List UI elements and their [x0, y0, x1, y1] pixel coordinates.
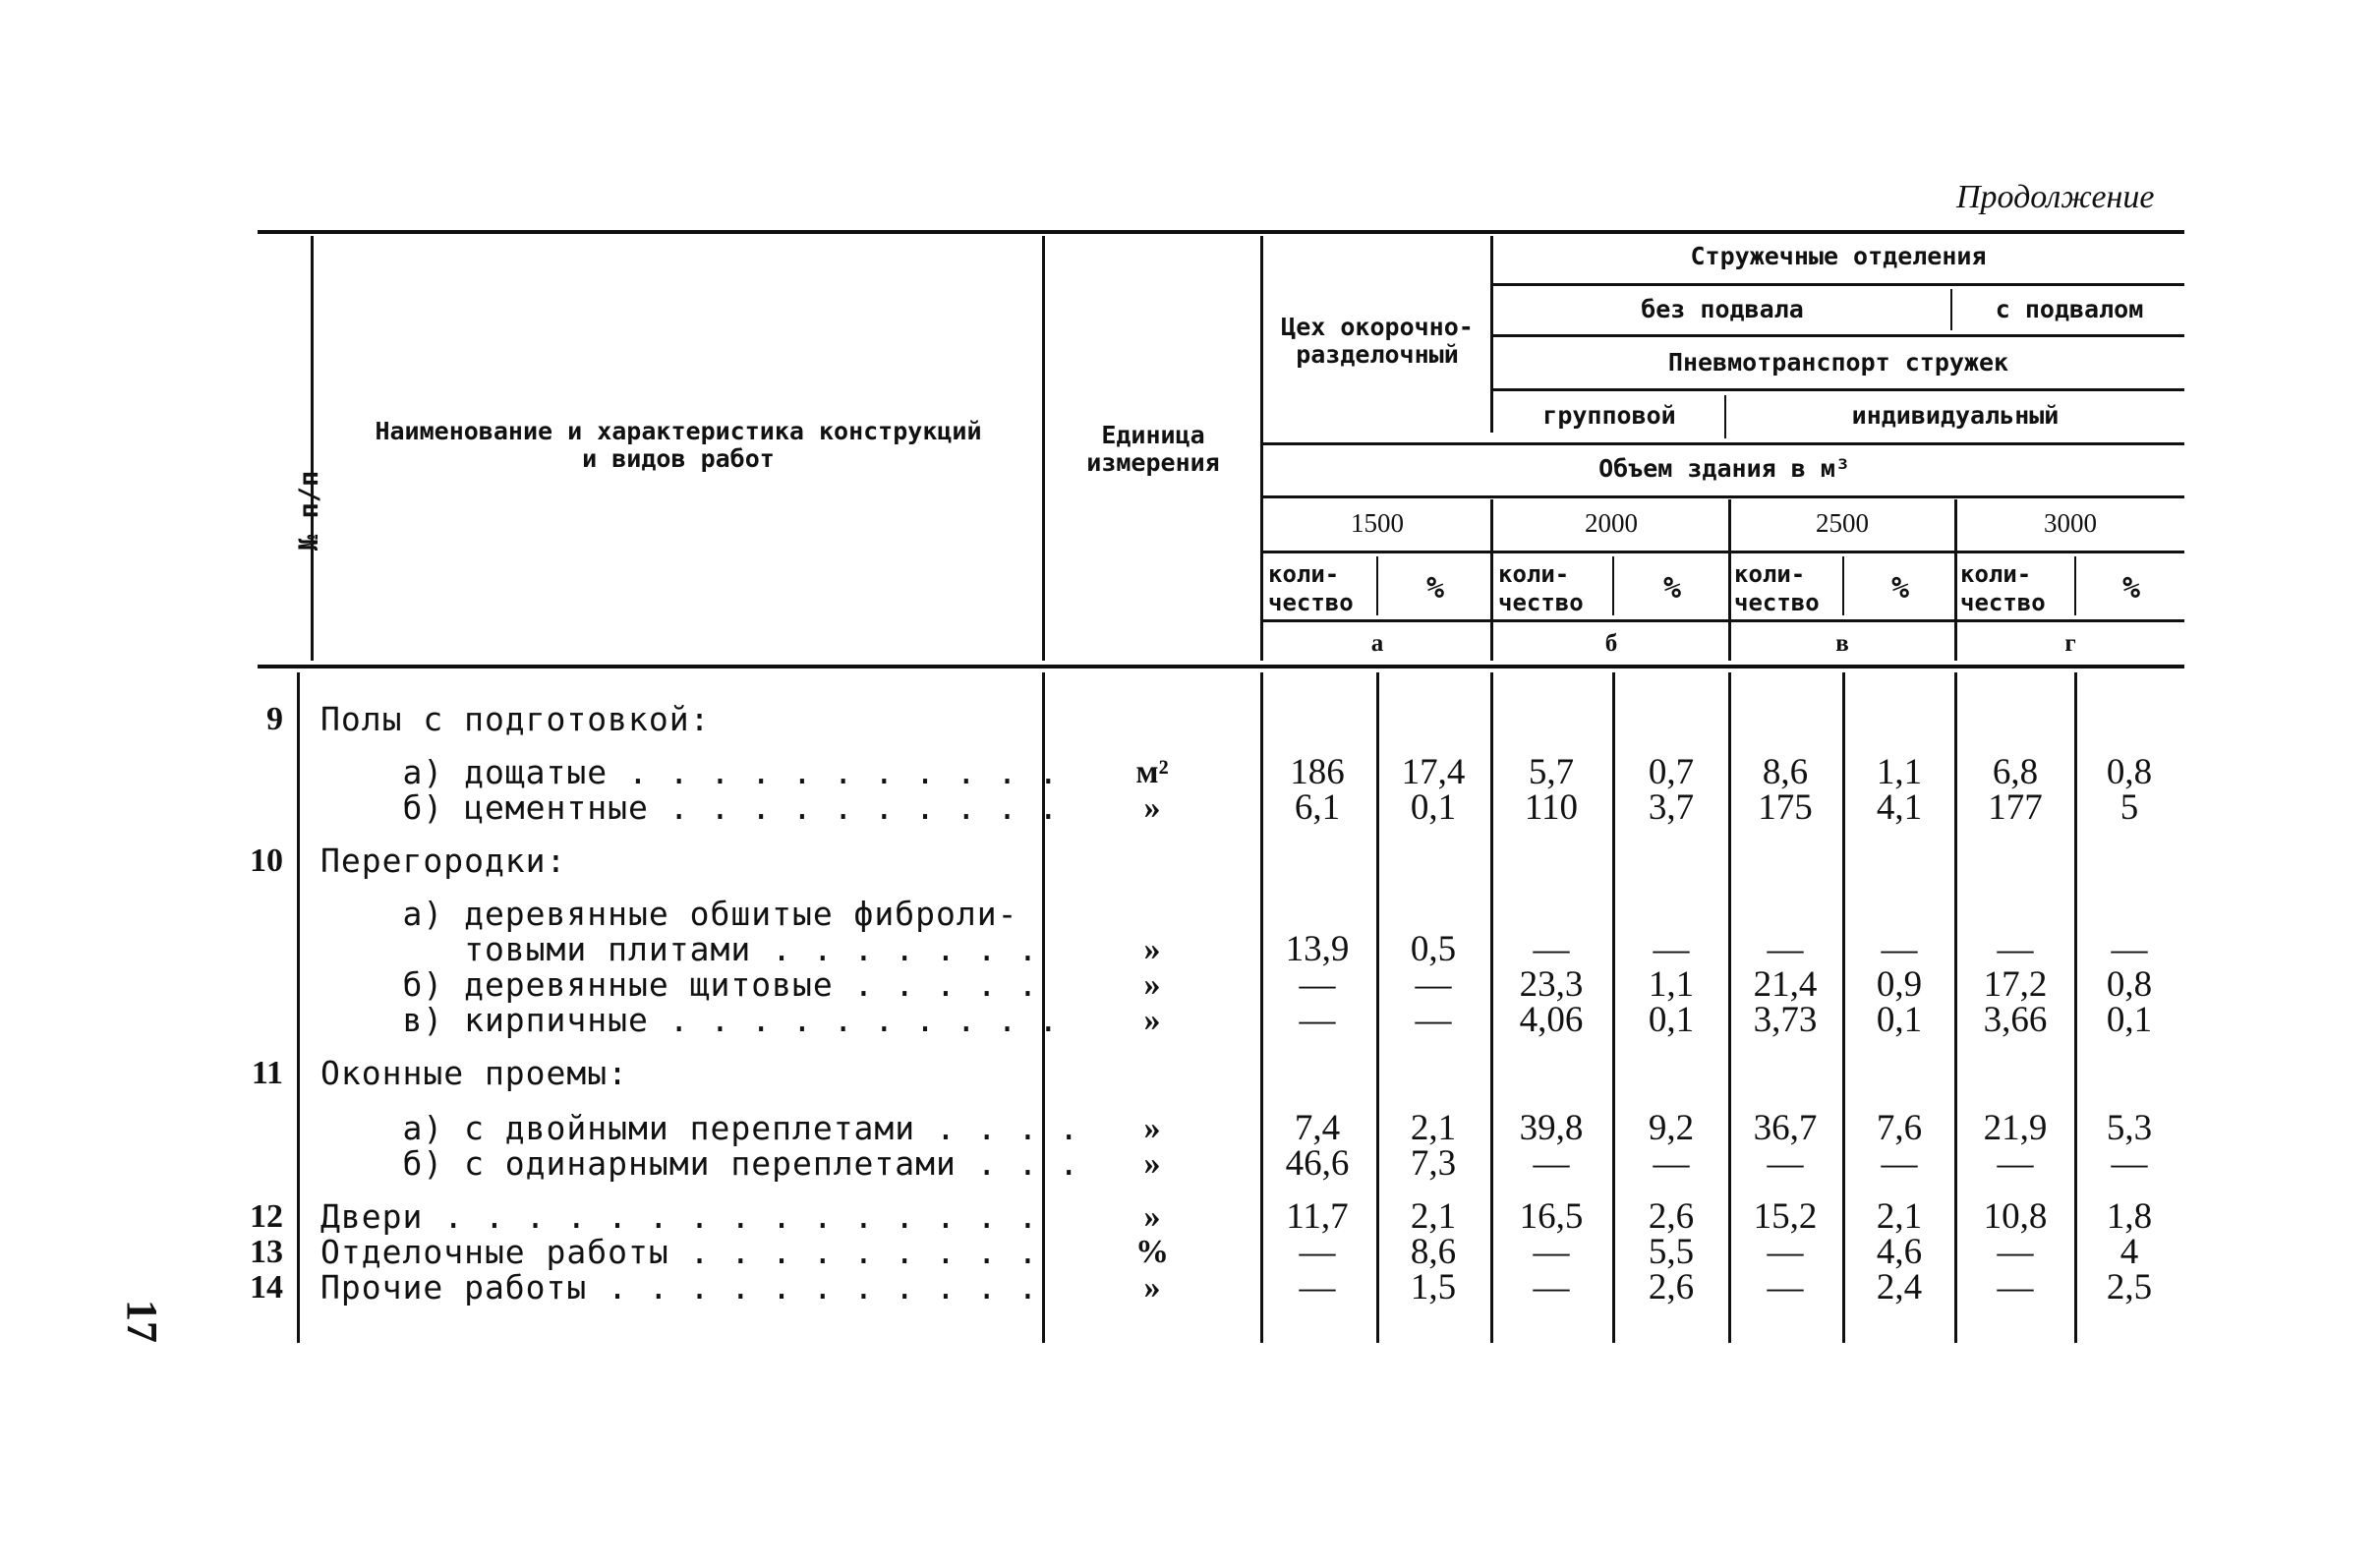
qty-cell: — — [1533, 1232, 1570, 1272]
qty-cell: 13,9 — [1285, 929, 1350, 969]
qty-cell: — — [1533, 1143, 1570, 1184]
qty-cell: 15,2 — [1753, 1196, 1818, 1237]
pct-cell: 5,5 — [1648, 1232, 1695, 1272]
name-col-header-line: Наименование и характеристика конструкций — [375, 417, 982, 445]
pct-cell: 2,1 — [1410, 1108, 1457, 1148]
pct-cell: — — [1881, 929, 1918, 969]
qty-cell: 17,2 — [1983, 964, 2048, 1005]
pct-cell: 2,1 — [1410, 1196, 1457, 1237]
qty-header-line: коли- — [1498, 560, 1570, 588]
qty-cell: 3,66 — [1983, 1000, 2048, 1040]
row-unit: » — [1143, 789, 1161, 826]
qty-cell: — — [1767, 1267, 1804, 1307]
pct-cell: — — [1881, 1143, 1918, 1184]
pct-cell: — — [1653, 1143, 1690, 1184]
pct-cell: 7,6 — [1876, 1108, 1923, 1148]
pct-cell: 0,1 — [1410, 787, 1457, 828]
qty-cell: — — [1997, 1267, 2034, 1307]
pct-header: % — [2121, 571, 2141, 606]
row-description: Оконные проемы: — [320, 1054, 629, 1092]
row-unit: » — [1143, 1110, 1161, 1146]
pct-cell: 5 — [2119, 787, 2139, 828]
row-unit: » — [1143, 1198, 1161, 1235]
row-unit: » — [1143, 931, 1161, 967]
qty-cell: — — [1997, 1232, 2034, 1272]
row-unit: % — [1135, 1234, 1169, 1270]
pct-header: % — [1662, 571, 1682, 606]
qty-cell: 110 — [1524, 787, 1579, 828]
qty-cell: — — [1767, 1143, 1804, 1184]
qty-cell: 21,4 — [1753, 964, 1818, 1005]
qty-cell: 6,8 — [1992, 752, 2039, 792]
row-description: товыми плитами . . . . . . . — [320, 930, 1039, 968]
page-number: 17 — [118, 1300, 166, 1343]
row-description: а) деревянные обшитые фиброли- — [320, 895, 1018, 933]
row-unit: » — [1143, 1002, 1161, 1038]
pct-cell: 8,6 — [1410, 1232, 1457, 1272]
qty-cell: — — [1767, 929, 1804, 969]
pct-cell: 0,8 — [2106, 752, 2153, 792]
group-header: групповой — [1542, 401, 1676, 430]
qty-cell: 21,9 — [1983, 1108, 2048, 1148]
shop-col-header-line: разделочный — [1296, 340, 1459, 369]
qty-header-line: чество — [1960, 589, 2046, 616]
pct-cell: 9,2 — [1648, 1108, 1695, 1148]
qty-header-line: чество — [1268, 589, 1354, 616]
pct-cell: 1,8 — [2106, 1196, 2153, 1237]
qty-cell: — — [1997, 929, 2034, 969]
pct-cell: 7,3 — [1410, 1143, 1457, 1184]
qty-cell: — — [1767, 1232, 1804, 1272]
qty-cell: 175 — [1758, 787, 1813, 828]
pct-cell: 5,3 — [2106, 1108, 2153, 1148]
row-number: 13 — [250, 1234, 283, 1270]
pct-cell: — — [2111, 929, 2148, 969]
pct-cell: 0,1 — [2106, 1000, 2153, 1040]
pct-cell: 0,1 — [1648, 1000, 1695, 1040]
column-letter: а — [1370, 630, 1384, 657]
pct-cell: — — [2111, 1143, 2148, 1184]
pct-cell: 2,5 — [2106, 1267, 2153, 1307]
qty-header-line: коли- — [1960, 560, 2032, 588]
volume-header: Объем здания в м³ — [1598, 454, 1850, 483]
column-letter: б — [1604, 630, 1618, 657]
qty-header-line: чество — [1734, 589, 1820, 616]
pct-cell: 2,1 — [1876, 1196, 1923, 1237]
qty-cell: 5,7 — [1528, 752, 1575, 792]
row-unit: » — [1143, 1145, 1161, 1182]
qty-cell: 177 — [1988, 787, 2043, 828]
pct-cell: 2,6 — [1648, 1196, 1695, 1237]
qty-cell: 36,7 — [1753, 1108, 1818, 1148]
row-number: 11 — [251, 1055, 283, 1091]
qty-cell: — — [1299, 964, 1336, 1005]
row-description: б) с одинарными переплетами . . . — [320, 1144, 1080, 1183]
row-number: 9 — [266, 701, 283, 737]
qty-header — [1960, 560, 2072, 617]
volume-value: 1500 — [1351, 508, 1404, 538]
qty-header — [1268, 560, 1374, 617]
individual-header: индивидуальный — [1851, 401, 2060, 430]
pct-cell: 4,1 — [1876, 787, 1923, 828]
row-number: 12 — [250, 1198, 283, 1235]
num-col-header: № п/п — [294, 470, 324, 551]
qty-cell: 3,73 — [1753, 1000, 1818, 1040]
row-description: а) с двойными переплетами . . . . — [320, 1109, 1080, 1147]
pct-cell: 0,5 — [1410, 929, 1457, 969]
qty-cell: 186 — [1290, 752, 1345, 792]
qty-cell: 39,8 — [1519, 1108, 1584, 1148]
pct-cell: 3,7 — [1648, 787, 1695, 828]
name-col-header-line: и видов работ — [582, 444, 775, 473]
qty-header — [1734, 560, 1842, 617]
qty-cell: 11,7 — [1286, 1196, 1349, 1237]
qty-cell: 6,1 — [1294, 787, 1341, 828]
qty-cell: — — [1533, 1267, 1570, 1307]
qty-cell: — — [1533, 929, 1570, 969]
pct-cell: — — [1653, 929, 1690, 969]
pct-cell: 4,6 — [1876, 1232, 1923, 1272]
shop-col-header-line: Цех окорочно- — [1281, 313, 1474, 341]
with-basement-header: с подвалом — [1995, 295, 2144, 323]
row-description: Двери . . . . . . . . . . . . . . . — [320, 1197, 1039, 1236]
qty-header-line: коли- — [1268, 560, 1340, 588]
pct-cell: 4 — [2119, 1232, 2139, 1272]
pct-header: % — [1425, 571, 1445, 606]
pct-cell: 0,7 — [1648, 752, 1695, 792]
pct-cell: — — [1415, 964, 1452, 1005]
volume-value: 2000 — [1585, 508, 1638, 538]
qty-cell: 46,6 — [1285, 1143, 1350, 1184]
pct-header: % — [1890, 571, 1910, 606]
pct-cell: 0,8 — [2106, 964, 2153, 1005]
qty-cell: — — [1997, 1143, 2034, 1184]
row-unit: » — [1143, 966, 1161, 1003]
volume-value: 3000 — [2044, 508, 2097, 538]
qty-cell: — — [1299, 1000, 1336, 1040]
row-description: а) дощатые . . . . . . . . . . . — [320, 753, 1060, 791]
qty-cell: 23,3 — [1519, 964, 1584, 1005]
row-description: б) цементные . . . . . . . . . . — [320, 788, 1060, 827]
row-description: в) кирпичные . . . . . . . . . . — [320, 1001, 1060, 1039]
row-unit: » — [1143, 1269, 1161, 1306]
pct-cell: 2,6 — [1648, 1267, 1695, 1307]
qty-cell: — — [1299, 1232, 1336, 1272]
pct-cell: 1,1 — [1648, 964, 1695, 1005]
row-unit: м² — [1135, 754, 1169, 790]
pct-cell: — — [1415, 1000, 1452, 1040]
qty-header-line: чество — [1498, 589, 1584, 616]
row-description: Отделочные работы . . . . . . . . . — [320, 1233, 1039, 1271]
volume-value: 2500 — [1816, 508, 1869, 538]
qty-header — [1498, 560, 1610, 617]
qty-cell: 8,6 — [1762, 752, 1809, 792]
qty-cell: 7,4 — [1294, 1108, 1341, 1148]
row-number: 14 — [250, 1269, 283, 1306]
row-description: Прочие работы . . . . . . . . . . . — [320, 1268, 1039, 1307]
row-description: б) деревянные щитовые . . . . . — [320, 965, 1039, 1004]
pct-cell: 0,9 — [1876, 964, 1923, 1005]
qty-cell: 4,06 — [1519, 1000, 1584, 1040]
continuation-label: Продолжение — [1956, 179, 2155, 215]
qty-cell: 16,5 — [1519, 1196, 1584, 1237]
qty-cell: — — [1299, 1267, 1336, 1307]
qty-cell: 10,8 — [1983, 1196, 2048, 1237]
pct-cell: 1,5 — [1410, 1267, 1457, 1307]
pct-cell: 1,1 — [1876, 752, 1923, 792]
unit-col-header-line: измерения — [1086, 448, 1220, 477]
unit-col-header-line: Единица — [1101, 421, 1205, 449]
row-number: 10 — [250, 842, 283, 879]
row-description: Полы с подготовкой: — [320, 700, 711, 738]
pct-cell: 2,4 — [1876, 1267, 1923, 1307]
qty-header-line: коли- — [1734, 560, 1806, 588]
column-letter: в — [1835, 630, 1849, 657]
row-description: Перегородки: — [320, 842, 567, 880]
pct-cell: 17,4 — [1401, 752, 1466, 792]
column-letter: г — [2064, 630, 2076, 657]
pneumo-header: Пневмотранспорт стружек — [1667, 348, 2009, 377]
no-basement-header: без подвала — [1641, 295, 1804, 323]
chip-dept-header: Стружечные отделения — [1690, 242, 1987, 270]
pct-cell: 0,1 — [1876, 1000, 1923, 1040]
